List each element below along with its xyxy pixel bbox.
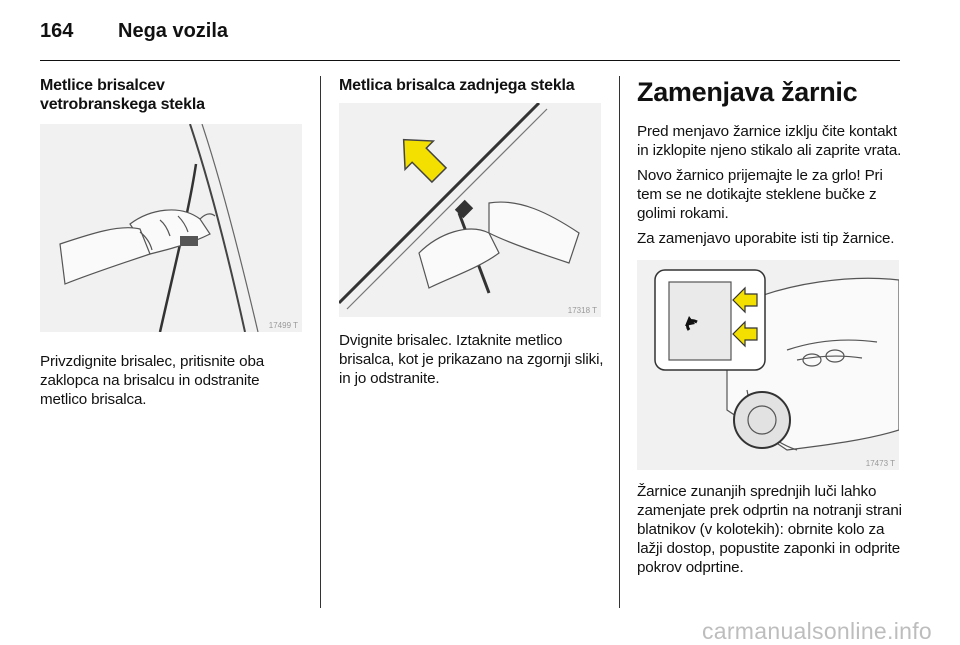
header-divider [40,60,900,61]
bulb-replacement-heading: Zamenjava žarnic [637,77,858,107]
bulb-instructions-1: Pred menjavo žarnice izklju čite kontakt in izklopite njeno stikalo ali zaprite vrata. [637,123,902,159]
wiper-hand-illustration [40,124,302,332]
front-wiper-heading [40,76,302,114]
bulb-instructions-3: Za zamenjavo uporabite isti tip žarnice. [637,230,895,247]
front-wiper-heading-line1: Metlice brisalcev [40,77,165,94]
page-number: 164 [40,20,74,42]
column-divider-2 [619,76,620,608]
front-wiper-heading-line2: vetrobranskega stekla [40,96,205,113]
column-wiper-front [40,76,302,409]
watermark: carmanualsonline.info [701,618,932,644]
section-title: Nega vozila [118,20,229,42]
figure-code: 17499 T [268,321,298,330]
page-header [40,20,228,43]
figure-code: 17318 T [567,306,597,315]
rear-wiper-instructions: Dvignite brisalec. Iztaknite metlico brisalca, kot je prikazano na zgornji sliki, in jo odstranite. [339,332,604,387]
front-wiper-instructions: Privzdignite brisalec, pritisnite oba zaklopca na brisalcu in odstranite metlico brisalca. [40,353,265,408]
rear-wiper-illustration [339,103,601,317]
column-divider-1 [320,76,321,608]
bulb-instructions-4: Žarnice zunanjih sprednjih luči lahko zamenjate prek odprtin na notranji strani blatnikov (v kolotekih): obrnite kolo za lažji dostop, popustite zaponki in odprite pokrov odprtine. [637,483,902,576]
column-bulb-replacement [637,76,905,577]
rear-wiper-heading: Metlica brisalca zadnjega stekla [339,77,575,94]
figure-code: 17473 T [865,459,895,468]
headlamp-access-illustration [637,260,899,470]
column-wiper-rear [339,76,607,388]
bulb-instructions-2: Novo žarnico prijemajte le za grlo! Pri tem se ne dotikajte steklene bučke z golimi rokami. [637,167,883,222]
